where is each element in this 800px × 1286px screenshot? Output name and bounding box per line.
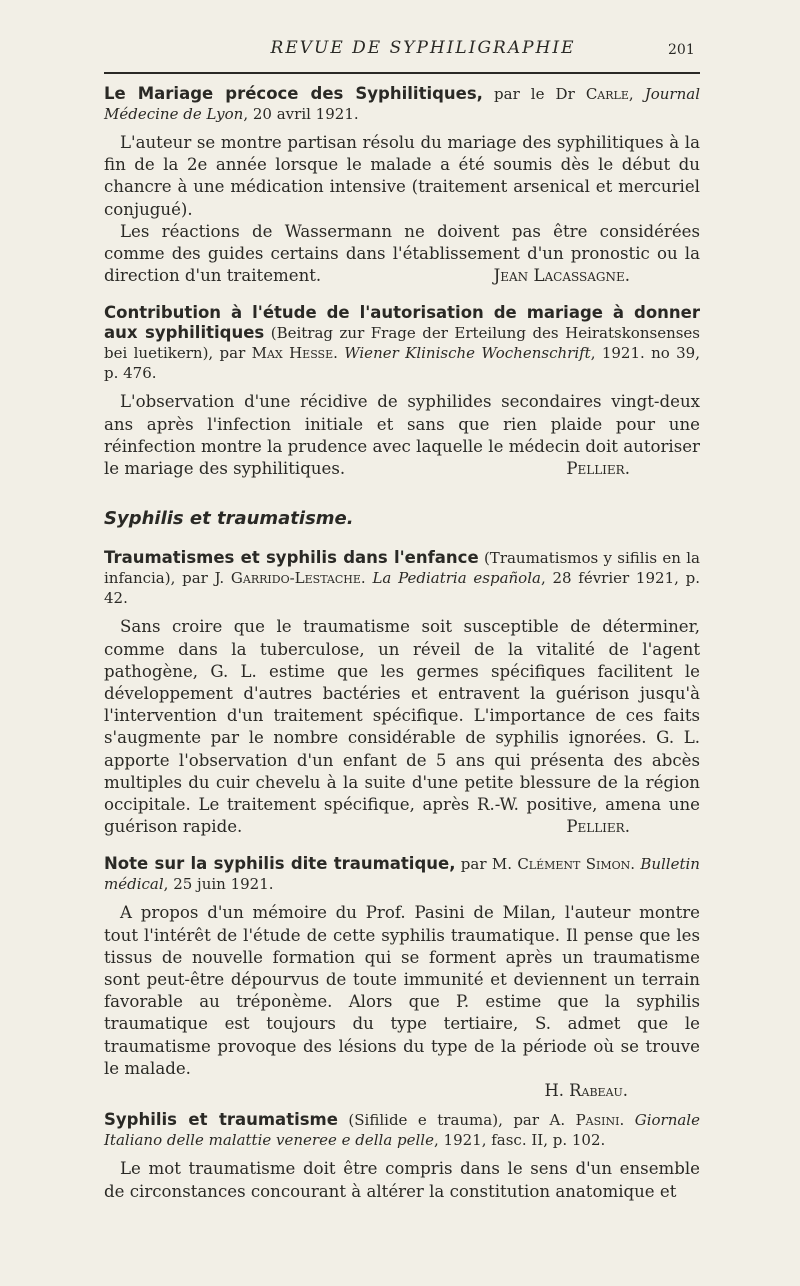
entry-date: , 1921. no 39, p. 476. [104,344,700,383]
entry-title: Traumatismes et syphilis dans l'enfance [104,548,479,568]
entry-journal: Journal Médecine de Lyon [104,85,700,123]
entry-journal: Giornale Italiano delle malattie veneree e della pelle [104,1111,700,1150]
review-entry-mariage-precoce [104,84,700,287]
entry-separator: . [619,1111,635,1130]
entry-title: Syphilis et traumatisme [104,1110,338,1130]
author-title: Dr [555,85,575,103]
entry-reference [104,854,700,894]
entry-title: Note sur la syphilis dite traumatique, [104,854,456,874]
entry-title: Le Mariage précoce des Syphilitiques, [104,84,483,103]
entry-date: , 25 juin 1921. [163,875,274,894]
entry-separator: . [333,344,345,363]
review-entry-syphilis-et-traumatisme [104,1110,700,1202]
entry-paragraph: Le mot traumatisme doit être compris dans le sens d'un ensemble de circonstances concourant à altérer la constitution anatomique et [104,1159,700,1201]
entry-paragraph-text: Les réactions de Wassermann ne doivent pas être considérées comme des guides certains dans l'établissement d'un pronostic ou la direction d'un traitement. [104,221,700,286]
entry-separator: , [628,85,645,103]
header-rule [104,72,700,74]
entry-subtitle: (Traumatismos y sifilis en la infancia), par J. [104,549,700,588]
entry-subtitle: (Sifilide e trauma), par A. [337,1111,576,1130]
entry-paragraph-signed [104,391,700,480]
entry-paragraph-text: L'observation d'une récidive de syphilides secondaires vingt-deux ans après l'infection initiale et sans que rien plaide pour une réinfection montre la prudence avec laquelle le médecin doit autoriser le mariage des syphilitiques. [104,392,700,479]
entry-signature: Pellier. [566,459,630,479]
entry-reference [104,548,700,608]
entry-signature: Pellier. [566,817,630,837]
entry-by: par M. [455,855,518,874]
review-entry-syphilis-traumatique [104,854,700,1102]
entry-author: Garrido-Lestache [230,569,361,588]
entry-date: , 1921, fasc. II, p. 102. [433,1131,606,1150]
page-number: 201 [668,42,695,58]
entry-paragraph-signed [104,616,700,838]
entry-reference [104,303,700,383]
entry-paragraph-signed [104,221,700,288]
entry-author: Pasini [575,1111,620,1130]
page-content [104,84,700,1203]
entry-journal: Wiener Klinische Wochenschrift [344,344,591,363]
entry-title: Contribution à l'étude de l'autorisation de mariage à donner aux syphilitiques [104,303,700,343]
entry-reference [104,84,700,124]
entry-by: par le [482,85,556,103]
section-heading: Syphilis et traumatisme. [104,508,354,530]
entry-signature: Jean Lacassagne. [493,266,630,286]
entry-separator: . [360,569,373,588]
entry-date: , 20 avril 1921. [243,105,359,123]
running-head [0,38,800,64]
entry-journal: La Pediatria española [372,569,541,588]
entry-date: , 28 février 1921, p. 42. [104,569,700,608]
entry-author: Carle [585,85,629,103]
entry-paragraph-text: Sans croire que le traumatisme soit susceptible de déterminer, comme dans la tuberculose, un réveil de la vitalité de l'agent pathogène, G. L. estime que les germes spécifiques facilitent le développement d'autres bactéries et entravent la guérison jusqu'à l'intervention d'un traitement spécifique. L'importance de ces faits s'augmente par le nombre considérable de syphilis ignorées. G. L. apporte l'observation d'un enfant de 5 ans qui présenta des abcès multiples du cuir chevelu à la suite d'une petite blessure de la région occipitale. Le traitement spécifique, après R.-W. positive, amena une guérison rapide. [104,617,700,837]
entry-reference [104,1110,700,1150]
entry-author: Clément Simon [517,855,631,874]
entry-subtitle: (Beitrag zur Frage der Erteilung des Heiratskonsenses bei luetikern), par [104,324,701,363]
entry-paragraph: A propos d'un mémoire du Prof. Pasini de Milan, l'auteur montre tout l'intérêt de l'étude de cette syphilis traumatique. Il pense que les tissus de nouvelle formation qui se forment après un traumatisme sont peut-être dépourvus de toute immunité et deviennent un terrain favorable au tréponème. Alors que P. estime que la syphilis traumatique est toujours du type tertiaire, S. admet que le traumatisme provoque des lésions du type de la période où se trouve le malade. [104,903,700,1078]
running-title: REVUE DE SYPHILIGRAPHIE [270,38,576,58]
review-entry-traumatismes-enfance [104,548,700,838]
entry-author: Max Hesse [251,344,334,363]
entry-separator: . [630,855,641,874]
entry-journal: Bulletin médical [104,855,700,894]
entry-paragraph: L'auteur se montre partisan résolu du mariage des syphilitiques à la fin de la 2e année lorsque le malade a été soumis dès le début du chancre à une médication intensive (traitement arsenical et mercuriel conjugué). [104,133,700,219]
review-entry-autorisation-mariage [104,303,700,480]
entry-signature: H. Rabeau. [544,1081,628,1101]
